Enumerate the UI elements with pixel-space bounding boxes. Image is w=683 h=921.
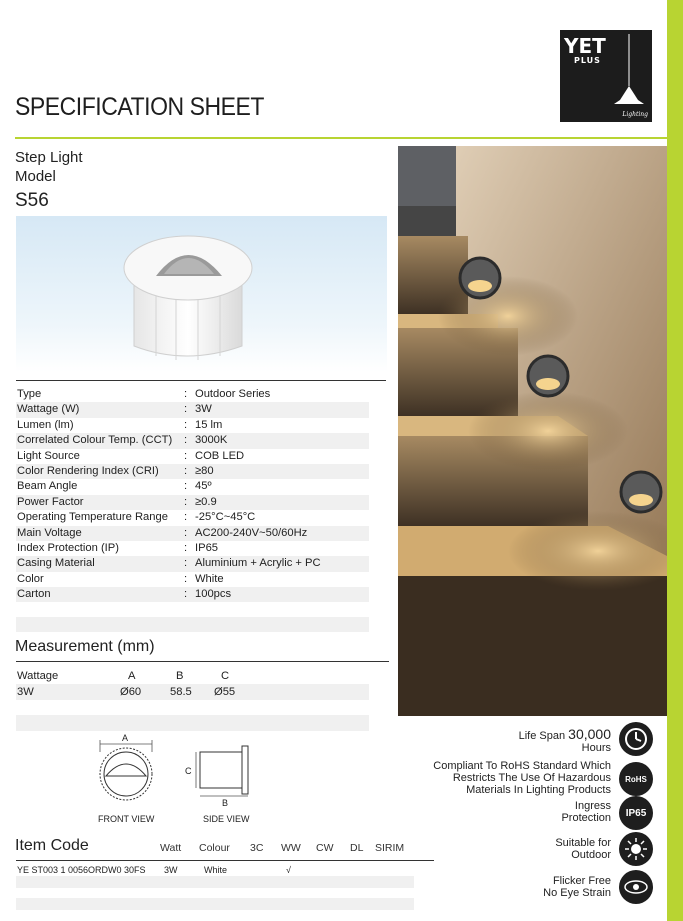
spec-value: AC200-240V~50/60Hz [195, 526, 308, 539]
spec-label: Main Voltage [17, 526, 82, 539]
staircase-illustration [398, 146, 667, 716]
measurement-cell: 3W [17, 686, 34, 698]
lamp-icon [560, 30, 652, 122]
dimension-a-label: A [122, 733, 129, 743]
spec-colon: : [184, 572, 188, 585]
item-code-header: 3C [250, 842, 264, 854]
spec-divider [16, 380, 386, 381]
item-code-blank-row [16, 898, 414, 910]
clock-icon [619, 722, 653, 756]
spec-value: IP65 [195, 541, 219, 554]
item-code-header: DL [350, 842, 364, 854]
spec-row [16, 510, 369, 525]
spec-label: Color Rendering Index (CRI) [17, 464, 159, 477]
spec-value: 100pcs [195, 588, 232, 601]
spec-row [16, 387, 369, 402]
side-view-label: SIDE VIEW [203, 814, 250, 824]
page-title: SPECIFICATION SHEET [15, 93, 264, 121]
spec-colon: : [184, 434, 188, 447]
spec-value: -25°C~45°C [195, 511, 256, 524]
spec-colon: : [184, 403, 188, 416]
spec-row [16, 433, 369, 448]
feature-ip-line: Protection [561, 812, 611, 824]
product-image [16, 216, 387, 372]
spec-colon: : [184, 526, 188, 539]
dimension-b-label: B [222, 798, 229, 808]
spec-row [16, 495, 369, 510]
spec-label: Power Factor [17, 495, 84, 508]
spec-label: Light Source [17, 449, 80, 462]
feature-rohs-line: Restricts The Use Of Hazardous [452, 772, 611, 784]
measurement-cell: Ø55 [214, 686, 236, 698]
feature-outdoor [555, 837, 611, 861]
feature-lifespan [519, 728, 611, 754]
measurement-cell: Ø60 [120, 686, 142, 698]
item-code-row [16, 864, 414, 876]
spec-colon: : [184, 511, 188, 524]
logo-tag: Lighting [622, 111, 648, 118]
item-code-header: CW [316, 842, 334, 854]
spec-value: White [195, 572, 224, 585]
product-category: Step Light [15, 149, 83, 166]
item-code-blank-row [16, 876, 414, 888]
spec-colon: : [184, 541, 188, 554]
spec-label: Type [17, 388, 42, 400]
item-code-watt: 3W [164, 865, 178, 875]
spec-colon: : [184, 480, 188, 493]
spec-table [16, 387, 369, 602]
measurement-header-row [16, 668, 369, 684]
spec-row [16, 479, 369, 494]
feature-lifespan-label: Life Span [518, 730, 566, 742]
spec-value: 3000K [195, 434, 228, 447]
spec-row [16, 541, 369, 556]
feature-ip [561, 800, 611, 824]
measurement-header: C [221, 670, 230, 682]
spec-value: 15 lm [195, 418, 223, 431]
spec-row [16, 572, 369, 587]
spec-row [16, 464, 369, 479]
feature-ip-line: Ingress [574, 800, 611, 812]
logo-text: YET [564, 34, 606, 58]
feature-outdoor-line: Outdoor [571, 849, 611, 861]
spec-label: Lumen (lm) [17, 418, 74, 431]
measurement-divider [16, 661, 389, 662]
feature-lifespan-value: 30,000 [568, 726, 611, 742]
spec-colon: : [184, 388, 188, 400]
spec-value: Aluminium + Acrylic + PC [195, 557, 321, 570]
spec-label: Wattage (W) [17, 403, 80, 416]
item-code-value: YE ST003 1 0056ORDW0 30FS [17, 865, 146, 875]
feature-rohs [433, 760, 611, 796]
spec-label: Correlated Colour Temp. (CCT) [17, 434, 173, 447]
spec-row [16, 526, 369, 541]
spec-label: Casing Material [17, 557, 95, 570]
logo-sub: PLUS [574, 56, 601, 65]
model-code: S56 [15, 190, 49, 211]
accent-side-bar [667, 0, 683, 921]
spec-colon: : [184, 464, 188, 477]
feature-flicker-line: Flicker Free [552, 875, 611, 887]
item-code-title: Item Code [15, 837, 89, 854]
spec-colon: : [184, 557, 188, 570]
installation-photo [398, 146, 667, 716]
feature-lifespan-unit: Hours [581, 742, 611, 754]
spec-colon: : [184, 588, 188, 601]
brand-logo [560, 30, 652, 122]
measurement-blank-row [16, 715, 369, 731]
item-code-header: SIRIM [375, 842, 405, 854]
feature-rohs-line: Compliant To RoHS Standard Which [433, 760, 611, 772]
item-code-header: WW [281, 842, 301, 854]
item-code-colour: White [204, 865, 228, 875]
measurement-header: Wattage [17, 670, 59, 682]
item-code-header: Colour [199, 842, 230, 854]
spec-value: ≥80 [195, 464, 214, 477]
eye-icon [619, 870, 653, 904]
spec-colon: : [184, 449, 188, 462]
feature-rohs-line: Materials In Lighting Products [466, 784, 611, 796]
spec-row [16, 402, 369, 417]
feature-flicker-line: No Eye Strain [543, 887, 611, 899]
spec-value: Outdoor Series [195, 388, 271, 400]
item-code-divider [16, 860, 434, 861]
spec-label: Color [17, 572, 44, 585]
spec-label: Beam Angle [17, 480, 78, 493]
spec-colon: : [184, 495, 188, 508]
spec-value: 3W [195, 403, 212, 416]
rohs-icon: RoHS [619, 762, 653, 796]
measurement-header: B [176, 670, 184, 682]
spec-row [16, 587, 369, 602]
spec-label: Index Protection (IP) [17, 541, 119, 554]
spec-value: COB LED [195, 449, 245, 462]
spec-row [16, 418, 369, 433]
front-view-label: FRONT VIEW [98, 814, 155, 824]
measurement-cell: 58.5 [170, 686, 192, 698]
spec-label: Carton [17, 588, 51, 601]
item-code-header: Watt [160, 842, 182, 854]
item-code-ww: √ [286, 865, 291, 875]
spec-value: ≥0.9 [195, 495, 217, 508]
dimension-c-label: C [185, 766, 192, 776]
step-light-render [16, 216, 387, 372]
measurement-header: A [128, 670, 136, 682]
sun-icon [619, 832, 653, 866]
spec-colon: : [184, 418, 188, 431]
model-label: Model [15, 168, 56, 185]
dimension-drawings [90, 732, 270, 814]
measurement-title: Measurement (mm) [15, 638, 155, 655]
feature-outdoor-line: Suitable for [555, 837, 611, 849]
spec-blank-row [16, 617, 369, 632]
feature-flicker [543, 875, 611, 899]
spec-value: 45º [195, 480, 212, 493]
title-divider [15, 137, 667, 139]
spec-row [16, 556, 369, 571]
ip65-icon: IP65 [619, 796, 653, 830]
spec-label: Operating Temperature Range [17, 511, 168, 524]
measurement-row [16, 684, 369, 700]
spec-row [16, 449, 369, 464]
